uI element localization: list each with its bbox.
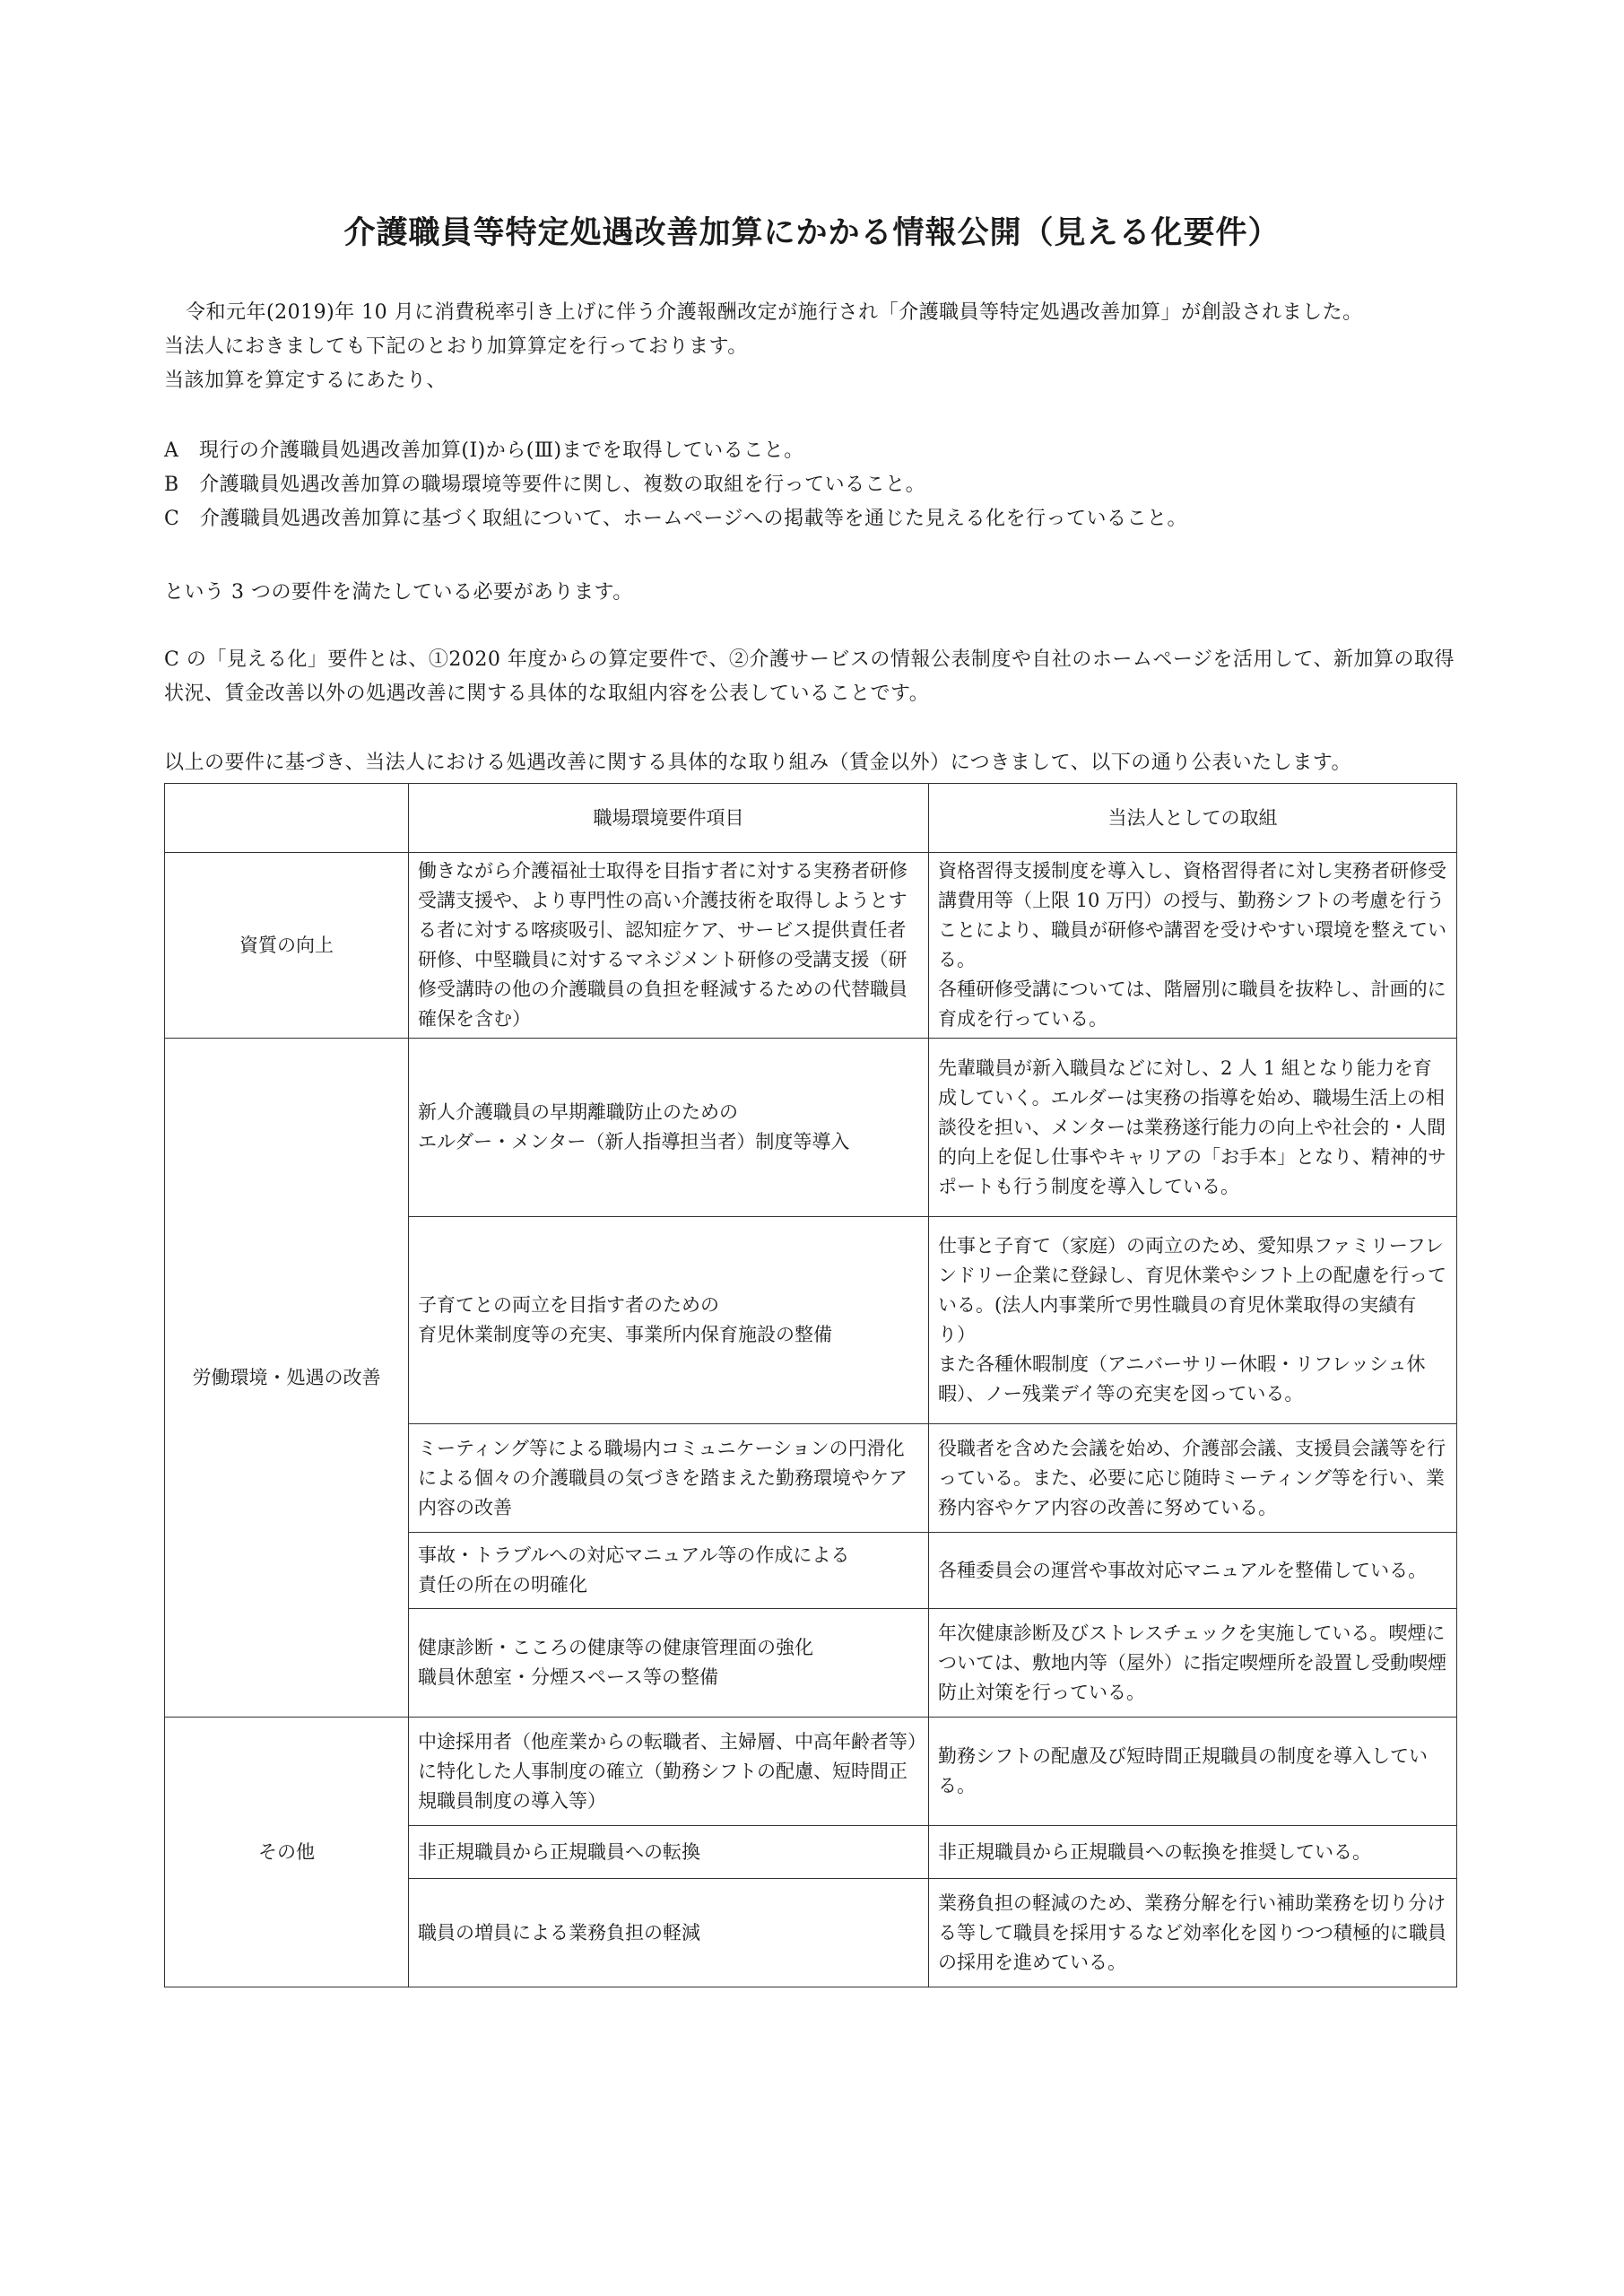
measures-table: [164, 783, 1457, 1987]
category-cell: 労働環境・処遇の改善: [165, 1039, 409, 1718]
item-cell: 職員の増員による業務負担の軽減: [409, 1879, 929, 1987]
action-cell: 非正規職員から正規職員への転換を推奨している。: [929, 1826, 1457, 1879]
action-cell: 先輩職員が新入職員などに対し、2 人 1 組となり能力を育成していく。エルダーは実務の指導を始め、職場生活上の相談役を担い、メンターは業務遂行能力の向上や社会的・人間的向上を促し仕事やキャリアの「お手本」となり、精神的サポートも行う制度を導入している。: [929, 1039, 1457, 1217]
intro-line: 当該加算を算定するにあたり、: [164, 370, 447, 392]
intro-block: [164, 296, 1464, 398]
category-cell: 資質の向上: [165, 853, 409, 1039]
c-explanation: [164, 643, 1464, 711]
table-row: [165, 1718, 1457, 1826]
item-cell: 事故・トラブルへの対応マニュアル等の作成による 責任の所在の明確化: [409, 1533, 929, 1609]
action-cell: 仕事と子育て（家庭）の両立のため、愛知県ファミリーフレンドリー企業に登録し、育児休業やシフト上の配慮を行っている。(法人内事業所で男性職員の育児休業取得の実績有り） また各種休暇制度（アニバーサリー休暇・リフレッシュ休暇）、ノー残業デイ等の充実を図っている。: [929, 1217, 1457, 1424]
intro-line: 当法人におきましても下記のとおり加算算定を行っております。: [164, 335, 748, 358]
item-cell: 新人介護職員の早期離職防止のための エルダー・メンター（新人指導担当者）制度等導入: [409, 1039, 929, 1217]
item-cell: 健康診断・こころの健康等の健康管理面の強化 職員休憩室・分煙スペース等の整備: [409, 1609, 929, 1718]
item-cell: ミーティング等による職場内コミュニケーションの円滑化による個々の介護職員の気づきを踏まえた勤務環境やケア内容の改善: [409, 1424, 929, 1533]
action-cell: 業務負担の軽減のため、業務分解を行い補助業務を切り分ける等して職員を採用するなど効率化を図りつつ積極的に職員の採用を進めている。: [929, 1879, 1457, 1987]
intro-line: 令和元年(2019)年 10 月に消費税率引き上げに伴う介護報酬改定が施行され「介護職員等特定処遇改善加算」が創設されました。: [186, 301, 1363, 324]
header-category: [165, 784, 409, 853]
requirement-item: B 介護職員処遇改善加算の職場環境等要件に関し、複数の取組を行っていること。: [164, 474, 926, 496]
category-cell: その他: [165, 1718, 409, 1987]
item-cell: 働きながら介護福祉士取得を目指す者に対する実務者研修受講支援や、より専門性の高い介護技術を取得しようとする者に対する喀痰吸引、認知症ケア、サービス提供責任者研修、中堅職員に対するマネジメント研修の受講支援（研修受講時の他の介護職員の負担を軽減するための代替職員確保を含む）: [409, 853, 929, 1039]
table-row: [165, 1039, 1457, 1217]
requirements-list: [164, 434, 1464, 536]
three-requirements-line: という 3 つの要件を満たしている必要があります。: [164, 581, 633, 604]
item-cell: 中途採用者（他産業からの転職者、主婦層、中高年齢者等）に特化した人事制度の確立（勤務シフトの配慮、短時間正規職員制度の導入等）: [409, 1718, 929, 1826]
header-action: 当法人としての取組: [929, 784, 1457, 853]
table-row: [165, 853, 1457, 1039]
action-cell: 勤務シフトの配慮及び短時間正規職員の制度を導入している。: [929, 1718, 1457, 1826]
page-title: 介護職員等特定処遇改善加算にかかる情報公開（見える化要件）: [343, 215, 1281, 251]
three-requirements-text: [164, 576, 1464, 610]
announcement: [164, 746, 1464, 780]
action-cell: 役職者を含めた会議を始め、介護部会議、支援員会議等を行っている。また、必要に応じ随時ミーティング等を行い、業務内容やケア内容の改善に努めている。: [929, 1424, 1457, 1533]
action-cell: 資格習得支援制度を導入し、資格習得者に対し実務者研修受講費用等（上限 10 万円）の授与、勤務シフトの考慮を行うことにより、職員が研修や講習を受けやすい環境を整えている。 各種研修受講については、階層別に職員を抜粋し、計画的に育成を行っている。: [929, 853, 1457, 1039]
table-header-row: [165, 784, 1457, 853]
requirement-item: A 現行の介護職員処遇改善加算(Ⅰ)から(Ⅲ)までを取得していること。: [164, 439, 804, 462]
header-item: 職場環境要件項目: [409, 784, 929, 853]
action-cell: 年次健康診断及びストレスチェックを実施している。喫煙については、敷地内等（屋外）に指定喫煙所を設置し受動喫煙防止対策を行っている。: [929, 1609, 1457, 1718]
item-cell: 非正規職員から正規職員への転換: [409, 1826, 929, 1879]
action-cell: 各種委員会の運営や事故対応マニュアルを整備している。: [929, 1533, 1457, 1609]
announcement-text: 以上の要件に基づき、当法人における処遇改善に関する具体的な取り組み（賃金以外）につきまして、以下の通り公表いたします。: [164, 752, 1351, 774]
c-explanation-text: C の「見える化」要件とは、①2020 年度からの算定要件で、②介護サービスの情報公表制度や自社のホームページを活用して、新加算の取得状況、賃金改善以外の処遇改善に関する具体的な取組内容を公表していることです。: [164, 648, 1455, 705]
item-cell: 子育てとの両立を目指す者のための 育児休業制度等の充実、事業所内保育施設の整備: [409, 1217, 929, 1424]
requirement-item: C 介護職員処遇改善加算に基づく取組について、ホームページへの掲載等を通じた見える化を行っていること。: [164, 508, 1188, 530]
